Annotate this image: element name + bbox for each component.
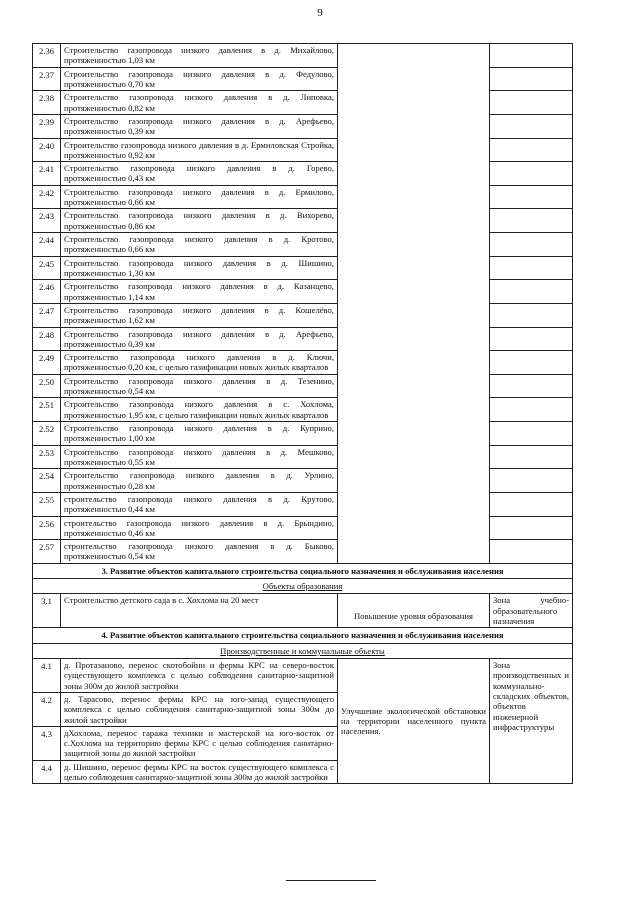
table-row (33, 209, 573, 233)
plan-table (32, 43, 573, 784)
table-row (33, 594, 573, 628)
row-number: 2.50 (33, 374, 61, 398)
row-description: Строительство газопровода низкого давления в д. Ключи, протяженностью 0,20 км, с целью газификации новых жилых кварталов (61, 351, 338, 375)
row-description: Строительство газопровода низкого давления в д. Федулово, протяженностью 0,70 км (61, 67, 338, 91)
table-row (33, 492, 573, 516)
row-description: Строительство газопровода низкого давления в д. Ермиловская Стройка, протяженностью 0,92 км (61, 138, 338, 162)
row-zone-cell (490, 398, 573, 422)
row-number: 2.53 (33, 445, 61, 469)
row-description: Строительство газопровода низкого давления в с. Хохлома, протяженностью 1,95 км, с целью газификации новых жилых кварталов (61, 398, 338, 422)
table-row (33, 445, 573, 469)
table-row (33, 67, 573, 91)
row-number: 2.46 (33, 280, 61, 304)
row-goal: Улучшение экологической обстановки на территории населенного пункта населения. (338, 658, 490, 783)
row-description: Строительство газопровода низкого давления в д. Кошелёво, протяженностью 1,62 км (61, 303, 338, 327)
row-number: 2.37 (33, 67, 61, 91)
row-number: 2.49 (33, 351, 61, 375)
row-zone-cell (490, 256, 573, 280)
subsection-row (33, 579, 573, 594)
table-row (33, 658, 573, 692)
row-number: 2.36 (33, 44, 61, 68)
row-number: 2.42 (33, 185, 61, 209)
row-number: 2.45 (33, 256, 61, 280)
row-description: д. Тарасово, перенос фермы КРС на юго-запад существующего комплекса с целью соблюдения санитарно-защитной зоны 300м до жилой застройки (61, 692, 338, 726)
row-number: 2.52 (33, 422, 61, 446)
row-description: Строительство газопровода низкого давления в д. Урлино, протяженностью 0,28 км (61, 469, 338, 493)
row-number: 4.2 (33, 692, 61, 726)
section-heading: 3. Развитие объектов капитального строительства социального назначения и обслуживания населения (33, 563, 573, 578)
table-row (33, 327, 573, 351)
row-zone-cell (490, 492, 573, 516)
row-zone-cell (490, 138, 573, 162)
row-zone: Зона учебно-образовательного назначения (490, 594, 573, 628)
row-number: 2.56 (33, 516, 61, 540)
row-description: Строительство газопровода низкого давления в д. Казанцево, протяженностью 1,14 км (61, 280, 338, 304)
section-heading-row (33, 628, 573, 643)
row-number: 2.48 (33, 327, 61, 351)
subsection-heading (33, 643, 573, 658)
section-heading-row (33, 563, 573, 578)
table-row (33, 162, 573, 186)
row-goal: Повышение уровня образования (338, 594, 490, 628)
row-description: строительство газопровода низкого давления в д. Брындино, протяженностью 0,46 км (61, 516, 338, 540)
row-zone: Зона производственных и коммунально-складских объектов, объектов инженерной инфраструктуры (490, 658, 573, 783)
row-number: 2.39 (33, 114, 61, 138)
row-zone-cell (490, 91, 573, 115)
row-zone-cell (490, 469, 573, 493)
row-number: 2.40 (33, 138, 61, 162)
row-number: 2.54 (33, 469, 61, 493)
row-number: 2.44 (33, 233, 61, 257)
row-description: Строительство газопровода низкого давления в д. Вихорево, протяженностью 0,86 км (61, 209, 338, 233)
table-row (33, 398, 573, 422)
table-row (33, 303, 573, 327)
row-zone-cell (490, 351, 573, 375)
table-row (33, 91, 573, 115)
row-goal-cell (338, 44, 490, 564)
section-heading: 4. Развитие объектов капитального строительства социального назначения и обслуживания населения (33, 628, 573, 643)
row-zone-cell (490, 422, 573, 446)
row-description: Строительство газопровода низкого давления в д. Куприно, протяженностью 1,00 км (61, 422, 338, 446)
table-row (33, 44, 573, 68)
table-row (33, 422, 573, 446)
row-zone-cell (490, 209, 573, 233)
table-row (33, 233, 573, 257)
row-number: 4.3 (33, 726, 61, 760)
row-zone-cell (490, 67, 573, 91)
row-zone-cell (490, 516, 573, 540)
row-number: 2.43 (33, 209, 61, 233)
row-description: Строительство газопровода низкого давления в д. Арефьево, протяженностью 0,39 км (61, 114, 338, 138)
row-zone-cell (490, 303, 573, 327)
row-number: 4.4 (33, 760, 61, 784)
table-row (33, 114, 573, 138)
row-number: 3.1 (33, 594, 61, 628)
subsection-heading (33, 579, 573, 594)
table-row (33, 185, 573, 209)
row-description: строительство газопровода низкого давления в д. Крутово, протяженностью 0,44 км (61, 492, 338, 516)
subsection-row (33, 643, 573, 658)
row-description: Строительство газопровода низкого давления в д. Мешково, протяженностью 0,55 км (61, 445, 338, 469)
table-row (33, 540, 573, 564)
row-zone-cell (490, 114, 573, 138)
table-row (33, 374, 573, 398)
row-description: Строительство детского сада в с. Хохлома на 20 мест (61, 594, 338, 628)
table-row (33, 516, 573, 540)
subsection-label: Объекты образования (262, 581, 343, 592)
table-row (33, 469, 573, 493)
row-description: Строительство газопровода низкого давления в д. Шишино, протяженностью 1,30 км (61, 256, 338, 280)
subsection-label: Производственные и коммунальные объекты (220, 645, 385, 656)
footer-line (286, 880, 376, 881)
row-zone-cell (490, 374, 573, 398)
row-description: дХохлома, перенос гаража техники и мастерской на юго-восток от с.Хохлома на территорию фермы КРС с целью соблюдения санитарно-защитной зоны до жилой застройки (61, 726, 338, 760)
row-zone-cell (490, 185, 573, 209)
row-description: Строительство газопровода низкого давления в д. Липовка, протяженностью 0,82 км (61, 91, 338, 115)
row-description: строительство газопровода низкого давления в д. Быково, протяженностью 0,54 км (61, 540, 338, 564)
row-number: 2.51 (33, 398, 61, 422)
row-description: Строительство газопровода низкого давления в д. Михайлово, протяженностью 1,03 км (61, 44, 338, 68)
row-number: 2.47 (33, 303, 61, 327)
row-number: 2.57 (33, 540, 61, 564)
row-description: Строительство газопровода низкого давления в д. Горево, протяженностью 0,43 км (61, 162, 338, 186)
row-number: 2.55 (33, 492, 61, 516)
row-description: Строительство газопровода низкого давления в д. Ермилово, протяженностью 0,66 км (61, 185, 338, 209)
row-description: Строительство газопровода низкого давления в д. Тезенино, протяженностью 0,54 км (61, 374, 338, 398)
row-number: 4.1 (33, 658, 61, 692)
row-description: д. Шишино, перенос фермы КРС на восток существующего комплекса с целью соблюдения санитарно-защитной зоны 300м до жилой застройки (61, 760, 338, 784)
row-zone-cell (490, 44, 573, 68)
row-description: Строительство газопровода низкого давления в д. Арефьево, протяженностью 0,39 км (61, 327, 338, 351)
table-row (33, 256, 573, 280)
row-zone-cell (490, 327, 573, 351)
row-zone-cell (490, 280, 573, 304)
row-number: 2.41 (33, 162, 61, 186)
row-zone-cell (490, 233, 573, 257)
row-description: д. Протазаново, перенос скотобойни и фермы КРС на северо-восток существующего комплекса с целью соблюдения санитарно-защитной зоны 300м до жилой застройки (61, 658, 338, 692)
row-zone-cell (490, 540, 573, 564)
row-number: 2.38 (33, 91, 61, 115)
table-row (33, 351, 573, 375)
row-zone-cell (490, 445, 573, 469)
row-description: Строительство газопровода низкого давления в д. Кротово, протяженностью 0,66 км (61, 233, 338, 257)
row-zone-cell (490, 162, 573, 186)
page-number: 9 (317, 7, 323, 19)
table-row (33, 280, 573, 304)
table-row (33, 138, 573, 162)
